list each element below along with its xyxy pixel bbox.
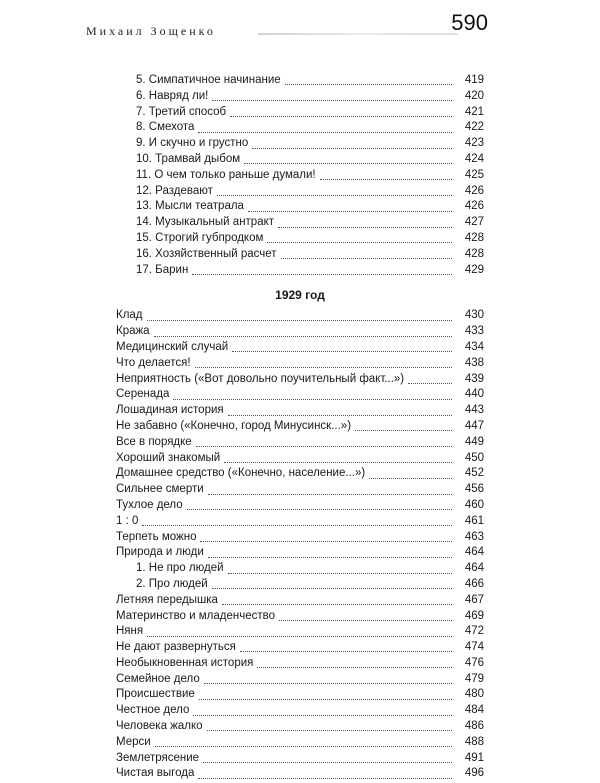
toc-entry (116, 736, 484, 752)
toc-entry-title: Не забавно («Конечно, город Минусинск...») (116, 419, 352, 432)
toc-entry-page: 438 (464, 356, 484, 369)
toc-entry-page: 466 (464, 577, 484, 590)
toc-entry-title: Материнство и младенчество (116, 609, 276, 622)
toc-entry-title: Клад (116, 309, 143, 322)
toc-entry-title: Природа и люди (116, 546, 204, 559)
toc-entry (116, 499, 484, 515)
dot-leader (196, 446, 452, 447)
toc-entry-title: Медицинский случай (116, 340, 229, 353)
toc-entry (116, 752, 484, 768)
dot-leader (217, 195, 452, 196)
dot-leader (142, 525, 452, 526)
toc-entry-title: 9. И скучно и грустно (136, 137, 249, 150)
dot-leader (208, 557, 452, 558)
toc-entry (116, 578, 484, 594)
toc-entry-page: 440 (464, 388, 484, 401)
toc-entry-title: Честное дело (116, 704, 190, 717)
section-heading: 1929 год (275, 288, 325, 303)
dot-leader (279, 620, 452, 621)
toc-entry-title: Терпеть можно (116, 530, 197, 543)
toc-entry-title: 17. Барин (136, 263, 189, 276)
toc-entry-page: 421 (464, 105, 484, 118)
toc-entry (116, 641, 484, 657)
page-header (0, 0, 600, 60)
toc-entry-title: 7. Третий способ (136, 105, 227, 118)
toc-entry-title: 16. Хозяйственный расчет (136, 247, 277, 260)
dot-leader (192, 274, 452, 275)
running-head-author: Михаил Зощенко (86, 24, 216, 38)
toc-entry-page: 420 (464, 89, 484, 102)
toc-entry-title: Происшествие (116, 688, 195, 701)
toc-entry-title: 2. Про людей (136, 577, 208, 590)
toc-entry-title: Что делается! (116, 356, 191, 369)
toc-entry (116, 185, 484, 201)
dot-leader (228, 573, 452, 574)
dot-leader (267, 242, 452, 243)
dot-leader (154, 336, 452, 337)
toc-entry-page: 486 (464, 720, 484, 733)
toc-entry (116, 688, 484, 704)
toc-entry (116, 531, 484, 547)
toc-entry (116, 436, 484, 452)
dot-leader (281, 258, 452, 259)
dot-leader (320, 179, 452, 180)
dot-leader (240, 651, 452, 652)
toc-entry (116, 515, 484, 531)
toc-entry (116, 309, 484, 325)
dot-leader (173, 399, 452, 400)
toc-entry-page: 434 (464, 340, 484, 353)
toc-entry-page: 491 (464, 751, 484, 764)
toc-entry-page: 422 (464, 121, 484, 134)
toc-entry-title: Все в порядке (116, 435, 192, 448)
toc-entry-title: Неприятность («Вот довольно поучительный факт...») (116, 372, 405, 385)
toc-entry-title: Серенада (116, 388, 170, 401)
toc-entry (116, 248, 484, 264)
toc-entry (116, 153, 484, 169)
toc-entry (116, 452, 484, 468)
toc-entry-page: 460 (464, 498, 484, 511)
toc-entry-title: Не дают развернуться (116, 641, 236, 654)
toc-entry (116, 767, 484, 783)
toc-entry (116, 74, 484, 90)
toc-entry (116, 546, 484, 562)
dot-leader (204, 683, 452, 684)
dot-leader (369, 478, 452, 479)
toc-entry-page: 488 (464, 735, 484, 748)
toc-entry-page: 425 (464, 168, 484, 181)
toc-entry-page: 443 (464, 404, 484, 417)
toc-entry (116, 373, 484, 389)
toc-entry-page: 429 (464, 263, 484, 276)
dot-leader (198, 132, 452, 133)
toc-entry-page: 496 (464, 767, 484, 780)
dot-leader (193, 715, 452, 716)
toc-entry (116, 483, 484, 499)
table-of-contents (116, 74, 484, 783)
toc-entry (116, 404, 484, 420)
toc-entry (116, 137, 484, 153)
toc-entry-page: 464 (464, 562, 484, 575)
toc-entry-page: 447 (464, 419, 484, 432)
dot-leader (355, 430, 452, 431)
toc-entry-page: 476 (464, 656, 484, 669)
toc-entry-title: 13. Мысли театрала (136, 200, 244, 213)
toc-entry (116, 216, 484, 232)
toc-entry-title: Землетрясение (116, 751, 200, 764)
toc-entry-title: Необыкновенная история (116, 656, 254, 669)
dot-leader (248, 211, 452, 212)
dot-leader (244, 163, 452, 164)
toc-entry-page: 452 (464, 467, 484, 480)
dot-leader (224, 462, 452, 463)
toc-entry (116, 673, 484, 689)
toc-entry (116, 264, 484, 280)
toc-entry-page: 461 (464, 514, 484, 527)
toc-entry (116, 562, 484, 578)
toc-entry-page: 430 (464, 309, 484, 322)
toc-entry-title: 10. Трамвай дыбом (136, 152, 241, 165)
toc-entry (116, 388, 484, 404)
toc-entry-page: 456 (464, 483, 484, 496)
toc-entry-page: 484 (464, 704, 484, 717)
toc-entry-title: Няня (116, 625, 144, 638)
dot-leader (208, 494, 452, 495)
toc-entry-title: Тухлое дело (116, 498, 183, 511)
toc-entry (116, 232, 484, 248)
dot-leader (278, 227, 452, 228)
dot-leader (230, 116, 452, 117)
toc-entry (116, 594, 484, 610)
toc-entry-page: 426 (464, 184, 484, 197)
toc-entry (116, 121, 484, 137)
toc-entry-page: 472 (464, 625, 484, 638)
toc-entry-title: 1. Не про людей (136, 562, 224, 575)
toc-entry-title: 12. Раздевают (136, 184, 213, 197)
dot-leader (252, 148, 452, 149)
toc-entry-title: Домашнее средство («Конечно, население...») (116, 467, 366, 480)
toc-entry-page: 427 (464, 216, 484, 229)
dot-leader (408, 383, 452, 384)
toc-entry-page: 474 (464, 641, 484, 654)
toc-entry-page: 467 (464, 593, 484, 606)
toc-entry-title: 1 : 0 (116, 514, 139, 527)
toc-entry-title: Лошадиная история (116, 404, 224, 417)
toc-entry-title: Чистая выгода (116, 767, 195, 780)
dot-leader (187, 509, 452, 510)
toc-entry-page: 479 (464, 672, 484, 685)
toc-entry-title: Сильнее смерти (116, 483, 204, 496)
dot-leader (147, 636, 452, 637)
entry-list (116, 309, 484, 783)
toc-entry-title: Летняя передышка (116, 593, 218, 606)
dot-leader (200, 541, 452, 542)
toc-entry (116, 610, 484, 626)
page-number: 590 (451, 10, 488, 35)
toc-entry-page: 423 (464, 137, 484, 150)
toc-entry-page: 450 (464, 451, 484, 464)
dot-leader (285, 84, 452, 85)
dot-leader (195, 367, 452, 368)
toc-entry (116, 420, 484, 436)
dot-leader (198, 778, 452, 779)
toc-entry-title: Человека жалко (116, 720, 203, 733)
dot-leader (232, 351, 452, 352)
header-rule (258, 33, 458, 35)
dot-leader (222, 604, 452, 605)
toc-entry (116, 357, 484, 373)
toc-entry-title: 14. Музыкальный антракт (136, 216, 275, 229)
toc-entry-page: 463 (464, 530, 484, 543)
toc-entry-title: 15. Строгий губпродком (136, 231, 264, 244)
toc-entry (116, 704, 484, 720)
toc-entry-page: 428 (464, 231, 484, 244)
toc-entry-page: 426 (464, 200, 484, 213)
toc-entry-page: 469 (464, 609, 484, 622)
toc-entry-page: 439 (464, 372, 484, 385)
toc-entry-title: Мерси (116, 735, 151, 748)
toc-entry-title: 8. Смехота (136, 121, 195, 134)
toc-entry-page: 428 (464, 247, 484, 260)
toc-entry (116, 90, 484, 106)
dot-leader (155, 746, 452, 747)
numbered-list (116, 74, 484, 279)
toc-entry-title: Кража (116, 325, 150, 338)
toc-entry-title: 5. Симпатичное начинание (136, 74, 281, 86)
dot-leader (203, 762, 452, 763)
dot-leader (257, 667, 452, 668)
dot-leader (212, 100, 452, 101)
toc-entry (116, 720, 484, 736)
toc-entry-page: 419 (464, 74, 484, 86)
toc-entry-page: 424 (464, 152, 484, 165)
toc-entry-page: 449 (464, 435, 484, 448)
dot-leader (228, 415, 452, 416)
toc-entry-title: 6. Навряд ли! (136, 89, 209, 102)
toc-entry (116, 200, 484, 216)
toc-entry (116, 341, 484, 357)
toc-entry (116, 325, 484, 341)
toc-entry (116, 625, 484, 641)
dot-leader (147, 320, 452, 321)
toc-entry-page: 433 (464, 325, 484, 338)
toc-entry-page: 464 (464, 546, 484, 559)
toc-entry (116, 467, 484, 483)
toc-entry-title: Хороший знакомый (116, 451, 221, 464)
dot-leader (212, 588, 452, 589)
dot-leader (199, 699, 452, 700)
toc-entry-title: 11. О чем только раньше думали! (136, 168, 316, 181)
dot-leader (207, 730, 452, 731)
toc-entry-title: Семейное дело (116, 672, 200, 685)
toc-entry (116, 657, 484, 673)
toc-entry-page: 480 (464, 688, 484, 701)
toc-entry (116, 169, 484, 185)
toc-entry (116, 106, 484, 122)
